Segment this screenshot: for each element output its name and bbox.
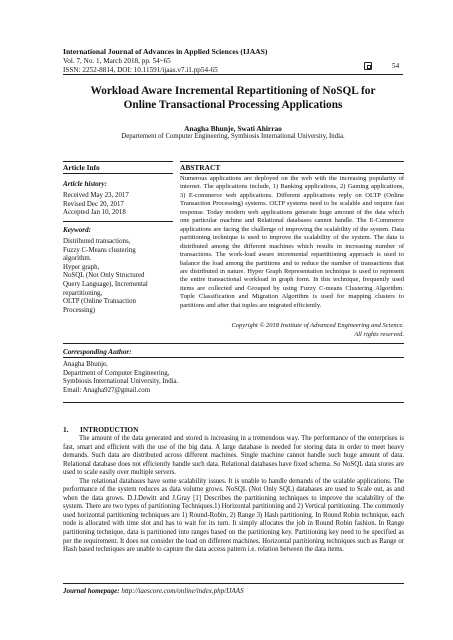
- copyright-line: All rights reserved.: [354, 330, 404, 338]
- journal-name: International Journal of Advances in Applied Sciences (IJAAS): [63, 47, 268, 56]
- author-list: Anagha Bhunje, Swati Ahirrao: [184, 124, 282, 133]
- title-line: Online Transactional Processing Applications: [123, 99, 343, 111]
- section-number: 1.: [63, 425, 69, 434]
- keyword-item: Fuzzy C-Means clustering: [63, 246, 136, 254]
- history-item: Revised Dec 20, 2017: [63, 200, 124, 208]
- paragraph: The relational databases have some scalability issues. It is unable to handle demands of the scalable applications. The performance of the system reduces as data volume grows. NoSQL (Not Only SQL) databases are used to Scale out, as and when the data grows. D.J.Dewitt and J.Gray [1] Describes the partitioning techniques to improve the scalability of the system. There are two types of partitioning Techniques.1) Horizontal partitioning and 2) Vertical partitioning. The commonly used horizontal partitioning techniques are 1) Round-Robin, 2) Range 3) Hash partitioning. In Round Robin technique, each node is allocated with time slot and has to wait for its turn. It simply allocates the job in Round Robin fashion. In Range partitioning technique, data is partitioned into ranges based on the partitioning key. Partitioning key need to be specified as per the requirement. It does not consider the load on different machines. Horizontal partitioning techniques such as Range or Hash based techniques are unable to capture the data access pattern i.e. relation between the data items.: [63, 477, 404, 554]
- journal-homepage-link[interactable]: http://iaescore.com/online/index.php/IJAAS: [121, 587, 244, 595]
- abstract-bottom-rule: [63, 343, 404, 344]
- keyword-heading: Keyword:: [63, 226, 91, 234]
- history-item: Received May 23, 2017: [63, 192, 129, 199]
- paper-title: [63, 84, 403, 112]
- corresponding-line: Department of Computer Engineering,: [63, 369, 170, 377]
- keyword-item: algorithm.: [63, 255, 92, 263]
- section-title: INTRODUCTION: [80, 425, 139, 434]
- article-history: [63, 180, 173, 218]
- keyword-item: Hyper graph,: [63, 263, 100, 271]
- copyright-line: Copyright © 2018 Institute of Advanced Engineering and Science.: [231, 322, 404, 329]
- corresponding-author-heading: Corresponding Author:: [63, 348, 132, 356]
- corresponding-line: Anagha Bhunje,: [63, 361, 108, 368]
- section-heading: [63, 425, 138, 434]
- title-line: Workload Aware Incremental Repartitioning of NoSQL for: [90, 85, 376, 97]
- footer-label: Journal homepage: [63, 587, 118, 595]
- article-info-heading-rule: [63, 173, 173, 174]
- abstract-heading: ABSTRACT: [180, 163, 221, 172]
- history-divider: [63, 221, 173, 222]
- keyword-item: Distributed transactions,: [63, 238, 131, 245]
- article-info-heading: Article Info: [63, 163, 100, 172]
- keyword-item: OLTP (Online Transaction: [63, 298, 136, 306]
- paragraph: The amount of the data generated and stored is increasing in a tremendous way. The performance of the enterprises is fast, smart and efficient with the use of the big data. A large database is needed for storing data in order to meet heavy demands. Such data are distributed across different machines. Single machine cannot handle such huge amount of data. Relational database does not efficiently handle such data. Relational databases have fixed schema. So NoSQL data stores are used to scale easily over multiple servers.: [63, 435, 404, 477]
- affiliation: Departement of Computer Engineering, Symbiosis International University, India.: [121, 133, 345, 140]
- volume-line: Vol. 7, No. 1, March 2018, pp. 54~65: [63, 56, 171, 65]
- keyword-item: Processing): [63, 306, 96, 314]
- abstract-top-rule: [180, 161, 404, 162]
- keyword-item: repartitioning,: [63, 289, 103, 297]
- corresponding-bottom-rule: [63, 402, 404, 403]
- abstract-text: Numerous applications are deployed on the web with the increasing popularity of internet. The applications include, 1) Banking applications, 2) Gaming applications, 3) E-commerce web applications. Different applications reply on OLTP (Online Transaction Processing) systems. OLTP systems need to be scalable and require fast response. Today modern web applications generate huge amount of the data which one particular machine and Relational databases cannot handle. The E-Commerce applications are facing the challenge of improving the scalability of the system. Data partitioning technique is used to improve the scalability of the system. The data is distributed among the different machines which results in increasing number of transactions. The work-load aware incremental repartitioning approach is used to balance the load among the partitions and to reduce the number of transactions that are distributed in nature. Hyper Graph Representation technique is used to represent the entire transactional workload in graph form. In this technique, frequently used items are collected and Grouped by using Fuzzy C-means Clustering Algorithm. Tuple Classification and Migration Algorithm is used for mapping clusters to partitions and after that tuples are migrated efficiently.: [180, 175, 404, 309]
- corresponding-heading-rule: [63, 357, 404, 358]
- journal-homepage-footer: Journal homepage: http://iaescore.com/online/index.php/IJAAS: [63, 587, 244, 595]
- history-heading: Article history:: [63, 180, 107, 188]
- keyword-list: [63, 226, 173, 315]
- keyword-item: Query Language), Incremental: [63, 280, 148, 288]
- corresponding-author-details: [63, 361, 263, 395]
- corresponding-email[interactable]: Email: Anagha927@gmail.com: [63, 386, 151, 394]
- copyright-notice: [180, 322, 404, 339]
- abstract-heading-rule: [180, 173, 404, 174]
- journal-header: [63, 47, 403, 75]
- article-info-top-rule: [63, 161, 173, 162]
- footer-divider: [63, 583, 404, 584]
- page-number: 54: [392, 62, 400, 70]
- corresponding-line: Symbiosis International University, India.: [63, 378, 179, 386]
- header-right: [364, 62, 404, 72]
- issn-line: ISSN: 2252-8814, DOI: 10.11591/ijaas.v7.i1.pp54-65: [63, 65, 218, 74]
- introduction-body: [63, 435, 404, 555]
- crossmark-icon[interactable]: [364, 62, 372, 70]
- header-divider: [63, 74, 403, 75]
- keyword-item: NoSQL (Not Only Structured: [63, 272, 145, 280]
- history-item: Accepted Jan 10, 2018: [63, 209, 126, 217]
